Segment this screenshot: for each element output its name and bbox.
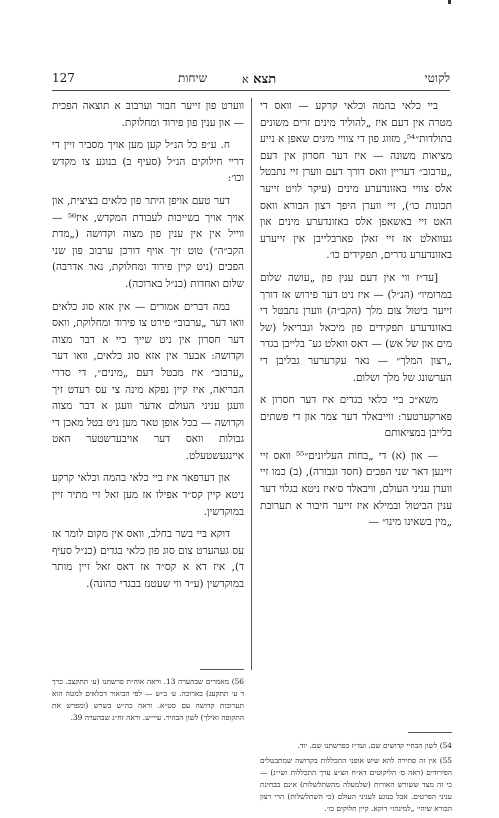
- print-mark: [448, 0, 451, 4]
- header-section: שיחות: [178, 71, 208, 85]
- paragraph: במה דברים אמורים — אין אזא סוג כלאים וואו דער „ערבוב״ פירט צו פירוד ומחלוקת, וואס דער חסרון אין ניט שייך ביי א דבר מצוה וקדושה: אבער אין אזא סוג כלאים, וואו דער „ערבוב״ איז מבטל דעם „מינים״, די סדרי הבריאה, איז קיין נפקא מינה צי עס רעדט זיך וועגן עניני העולם אדער וועגן א דבר מצוה וקדושה — בכל אופן טאר מען ניט בטל מאכן די גבולות וואס דער אויבערשטער האט איינגעשטעלט.: [52, 300, 244, 462]
- header-parsha-name: תצא: [253, 72, 277, 87]
- paragraph: משא״כ ביי כלאי בגדים איז דער חסרון א פארקערטער: ווייבאלד דער צמר און די פשתים בלייבן במציאותם: [260, 394, 452, 440]
- paragraph: ביי כלאי בהמה וכלאי קרקע — וואס די מטרה אין דעם איז „להוליד מינים זרים משונים בתולדות״⁵⁴, מזווג פון די צוויי מינים שאפן א נייע מציאות משונה — איז דער חסרון אין דעם „ערבוב״ דעריין וואס דורך דעם ווערן זיי נתבטל אלס צוויי באזונדערע מינים (עיקר לויט זייער תכונות כו׳), זיי ווערן היפך רצון הבורא וואס האט זיי באשאפן אלס באזונדערע מינים און געוואלט אז זיי זאלן פארבלייבן אין זייערע באזונדערע גדרים, תפקידים כו׳.: [260, 100, 452, 262]
- header-book-title: לקוטי: [424, 71, 450, 85]
- right-column: [260, 98, 452, 537]
- footnotes-right: [260, 740, 452, 818]
- section-paragraph: ח. ע״פ כל הנ״ל קען מען אויך מסביר זיין די דריי חילוקים הנ״ל (סעיף ב) בנוגע צו מקדש וכו׳:: [52, 139, 244, 185]
- footnotes-left: [52, 676, 244, 727]
- running-header: [52, 71, 450, 89]
- footnote-rule: [408, 732, 452, 733]
- column-divider: [251, 98, 252, 670]
- footnote: 54) לשון הבחיי קדושים שם. ועד״ז בפרשתנו שם. יוד.: [297, 741, 452, 750]
- footnote-rule: [200, 669, 244, 670]
- footnote: 56) מאמרים שבהערה 13. וראה אוה״ת פרשתנו (ע׳ תתקצב. כרך ד ע׳ תתקעג) בארוכה. ע׳ ב״ש — לפי הביאור דכלאים למטה הוא תערובות קדושה עם סט״א. וראה כה״ש בשרש (ומפרש את התקופה ואילך) לשון הבהיר. עיי״ש. וראה זח״ג שבהערה 39.: [52, 677, 245, 722]
- header-parsha: [242, 71, 276, 87]
- paragraph: — און (א) די „בחות העליונים״⁵⁵ וואס זיי זיינען דאר שני הפכים (חסד וגבורה), (ב) כמו זיי ווערן עניני העולם, וויבאלד ס׳איז ניטא בגלוי דער ענין הביטול ובמילא איז זייער חיבור א תערובת „מין בשאינו מינו״ —: [260, 449, 452, 529]
- paragraph: [עד״ז ווי אין דעם ענין פון „עושה שלום במרומיו״ (הנ״ל) — איז ניט דער פירוש אז דורך זייער ביטול צום מלך (הקב״ה) ווערן נתבטל די באזונדערע תפקידים פון מיכאל וגבריאל (של מים און של אש) — דאס וואלט גע־ בלייבן בגדר „רצון המלך״ — נאר עקרערער גבליבן די הערשונג של מלך ושלום.: [260, 271, 452, 384]
- footnote: 55) אין זה סתירה להא שיש אופני התכללות בקדושה שמתבטלים הפירודים (ראה ס׳ הליקוטים דא״ח הצ״צ ערך התכללות ושי״נ) — כי זה מצד ששורש האורות (שלמעלה מהשתלשלות) אינם בבחינת עניני הפרטים. אבל בנוגע לעניני העולם (כי השתלשלות) הרי רצון הבורא שיהי׳ „למינהו״ דוקא. קיין חלוקים כו׳.: [260, 756, 452, 813]
- paragraph: דוקא ביי בשר בחלב, וואס אין מקום לומר אז עס געהערט צום סוג פון כלאי בגדים (כנ״ל סעיף ד), איז דא א קס״ד אז דאס זאל זיין מותר במוקדשין (ע״ד ווי שעטנז בבגדי כהונה).: [52, 528, 244, 591]
- paragraph: ווערט פון זייער חבור וערבוב א תוצאה הפכית — און ענין פון פירוד ומחלוקת.: [52, 100, 244, 129]
- header-volume: א: [242, 73, 249, 86]
- paragraph: דער טעם אויפן היתר פון כלאים בציצית, און אויך אויך בשייכות לעבודת המקדש, איז⁵⁶ — ווייל אין אין ענין פון מצוה וקדושה („מדת הקב״ה״) טוט זיך אויף דורכן ערבוב פון שני הפכים (ניט קיין פירוד ומחלוקת, נאר אדרבה) שלום ואחדות (כנ״ל בארוכה).: [52, 194, 244, 290]
- header-rule: [52, 90, 450, 91]
- paragraph: און דערפאר איז ביי כלאי בהמה וכלאי קרקע ניטא קיין קס״ד אפילו אז מען זאל זיי מתיר זיין במוקדשין.: [52, 472, 244, 518]
- left-column: [52, 98, 244, 599]
- page-number: 127: [52, 71, 75, 85]
